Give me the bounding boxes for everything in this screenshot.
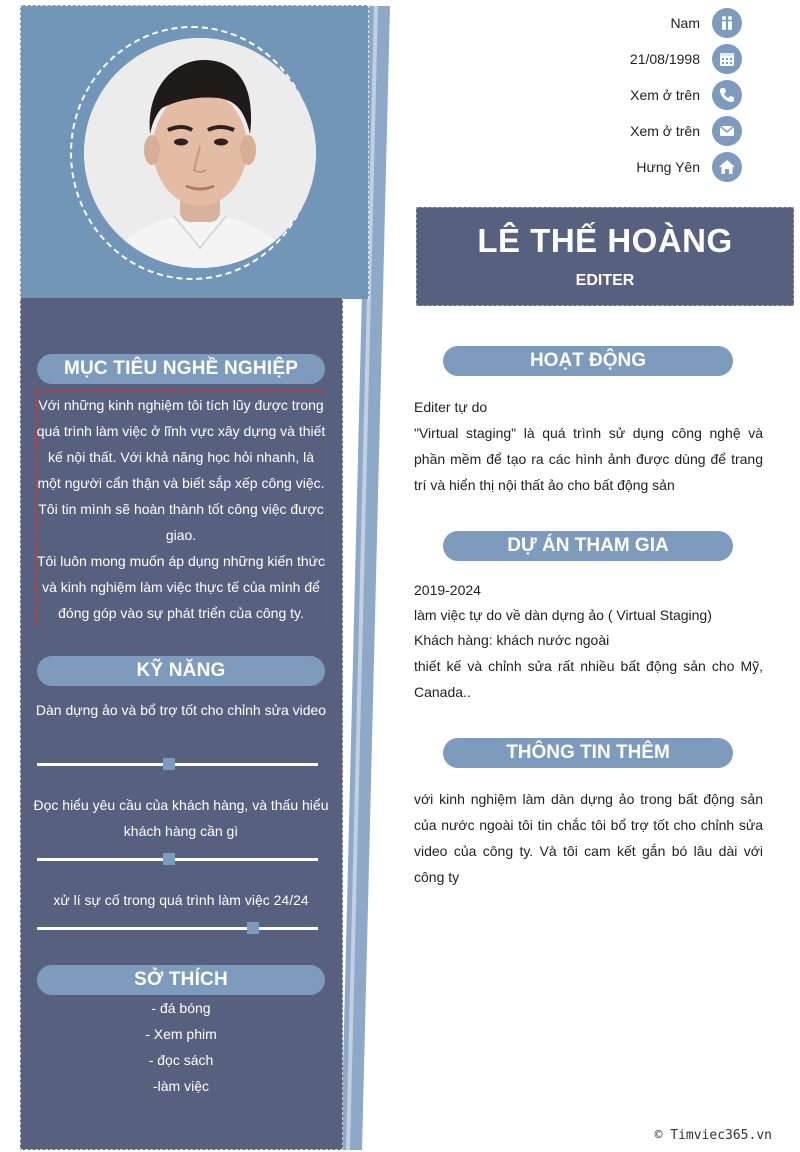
- hobby-item: - đọc sách: [148, 1052, 214, 1068]
- projects-line: Khách hàng: khách nước ngoài: [414, 632, 610, 648]
- skill-bar-3: [37, 927, 318, 930]
- activities-text: [414, 394, 763, 498]
- objective-heading: MỤC TIÊU NGHỀ NGHIỆP: [37, 354, 325, 384]
- hobby-item: -làm việc: [152, 1078, 209, 1094]
- mail-icon: [712, 116, 742, 146]
- calendar-icon: [712, 44, 742, 74]
- activities-line: "Virtual staging" là quá trình sử dụng công nghệ và phần mềm để tạo ra các hình ảnh được dùng để trang trí và hiển thị nội thất ảo cho bất động sản: [414, 425, 763, 493]
- projects-heading: DỰ ÁN THAM GIA: [443, 531, 733, 561]
- skill-label-1: Dàn dựng ảo và bổ trợ tốt cho chỉnh sửa video: [35, 702, 327, 718]
- watermark: © Timviec365.vn: [654, 1128, 772, 1143]
- skill-label-3: xử lí sự cố trong quá trình làm việc 24/24: [53, 892, 309, 908]
- projects-line: thiết kế và chỉnh sửa rất nhiều bất động sản cho Mỹ, Canada..: [414, 658, 763, 700]
- home-icon: [712, 152, 742, 182]
- contact-birthday: [630, 44, 742, 74]
- contact-address: [636, 152, 742, 182]
- skills-heading: KỸ NĂNG: [37, 656, 325, 686]
- gender-text: Nam: [670, 15, 700, 31]
- hobbies-list: [30, 995, 332, 1099]
- skill-label-2: Đọc hiểu yêu cầu của khách hàng, và thấu hiểu khách hàng cần gì: [33, 797, 329, 839]
- contact-email: [630, 116, 742, 146]
- email-text: Xem ở trên: [630, 123, 700, 139]
- projects-text: [414, 578, 763, 705]
- avatar: [84, 38, 316, 268]
- phone-icon: [712, 80, 742, 110]
- activities-line: Editer tự do: [414, 399, 488, 415]
- hobby-item: - đá bóng: [151, 1000, 211, 1016]
- candidate-name: LÊ THẾ HOÀNG: [477, 222, 733, 259]
- phone-text: Xem ở trên: [630, 87, 700, 103]
- skill-knob-3: [247, 922, 259, 934]
- extra-heading: THÔNG TIN THÊM: [443, 738, 733, 768]
- skill-bar-2: [37, 858, 318, 861]
- contact-phone: [630, 80, 742, 110]
- avatar-portrait: [84, 38, 316, 268]
- contact-gender: [670, 8, 742, 38]
- hobby-item: - Xem phim: [145, 1026, 217, 1042]
- objective-text: Với những kinh nghiệm tôi tích lũy được trong quá trình làm việc ở lĩnh vực xây dựng và thiết kế nội thất. Với khả năng học hỏi nhanh, là một người cẩn thận và biết sắp xếp công việc. Tôi tin mình sẽ hoàn thành tốt công việc được giao. Tôi luôn mong muốn áp dụng những kiến thức và kinh nghiệm làm việc thực tế của mình để đóng góp vào sự phát triển của công ty.: [36, 397, 326, 621]
- address-text: Hưng Yên: [636, 159, 700, 175]
- projects-line: 2019-2024: [414, 582, 481, 598]
- skill-bar-1: [37, 763, 318, 766]
- candidate-role: EDITER: [575, 272, 635, 289]
- projects-line: làm việc tự do về dàn dựng ảo ( Virtual Staging): [414, 607, 712, 623]
- extra-text: với kinh nghiệm làm dàn dựng ảo trong bất động sản của nước ngoài tôi tin chắc tôi bổ trợ tốt cho chỉnh sửa video của công ty. Và tôi cam kết gắn bó lâu dài với công ty: [414, 791, 763, 885]
- skill-knob-2: [163, 853, 175, 865]
- birthday-text: 21/08/1998: [629, 51, 700, 67]
- activities-heading: HOẠT ĐỘNG: [443, 346, 733, 376]
- hobbies-heading: SỞ THÍCH: [37, 965, 325, 995]
- people-icon: [712, 8, 742, 38]
- skill-knob-1: [163, 758, 175, 770]
